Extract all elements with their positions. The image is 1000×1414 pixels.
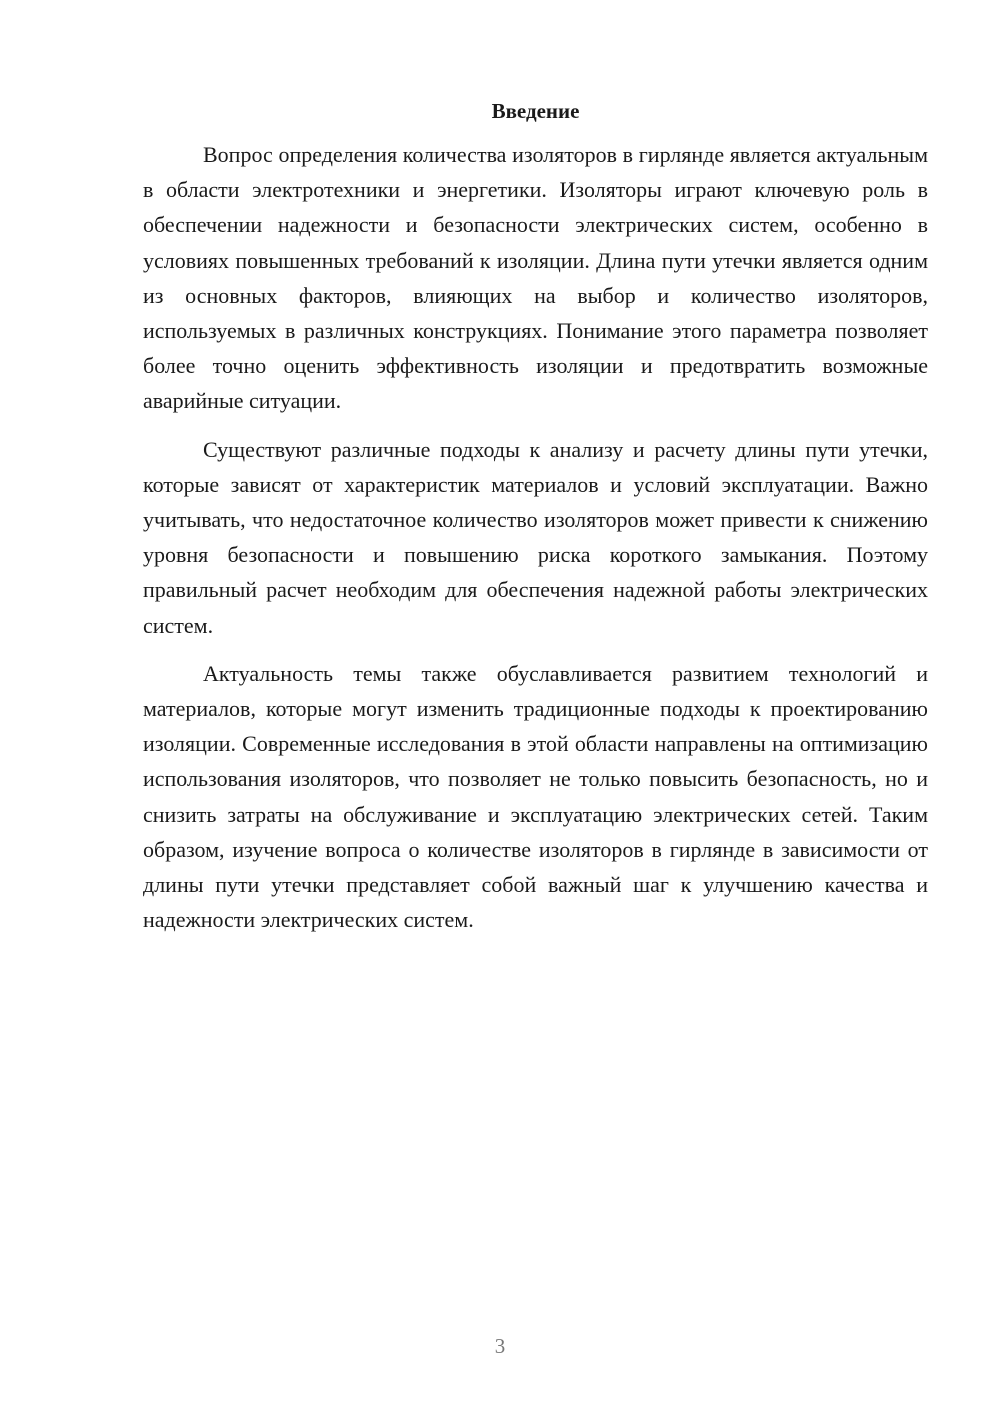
document-body	[143, 94, 928, 950]
paragraph-3: Актуальность темы также обуславливается развитием технологий и материалов, которые могут изменить традиционные подходы к проектированию изоляции. Современные исследования в этой области направлены на оптимизацию использования изоляторов, что позволяет не только повысить безопасность, но и снизить затраты на обслуживание и эксплуатацию электрических сетей. Таким образом, изучение вопроса о количестве изоляторов в гирлянде в зависимости от длины пути утечки представляет собой важный шаг к улучшению качества и надежности электрических систем.	[143, 660, 928, 933]
page-number: 3	[494, 1334, 506, 1358]
paragraph-2: Существуют различные подходы к анализу и расчету длины пути утечки, которые зависят от характеристик материалов и условий эксплуатации. Важно учитывать, что недостаточное количество изоляторов может привести к снижению уровня безопасности и повышению риска короткого замыкания. Поэтому правильный расчет необходим для обеспечения надежной работы электрических систем.	[143, 436, 928, 638]
paragraph-1: Вопрос определения количества изоляторов в гирлянде является актуальным в области электротехники и энергетики. Изоляторы играют ключевую роль в обеспечении надежности и безопасности электрических систем, особенно в условиях повышенных требований к изоляции. Длина пути утечки является одним из основных факторов, влияющих на выбор и количество изоляторов, используемых в различных конструкциях. Понимание этого параметра позволяет более точно оценить эффективность изоляции и предотвратить возможные аварийные ситуации.	[143, 142, 928, 414]
section-title: Введение	[491, 99, 580, 123]
